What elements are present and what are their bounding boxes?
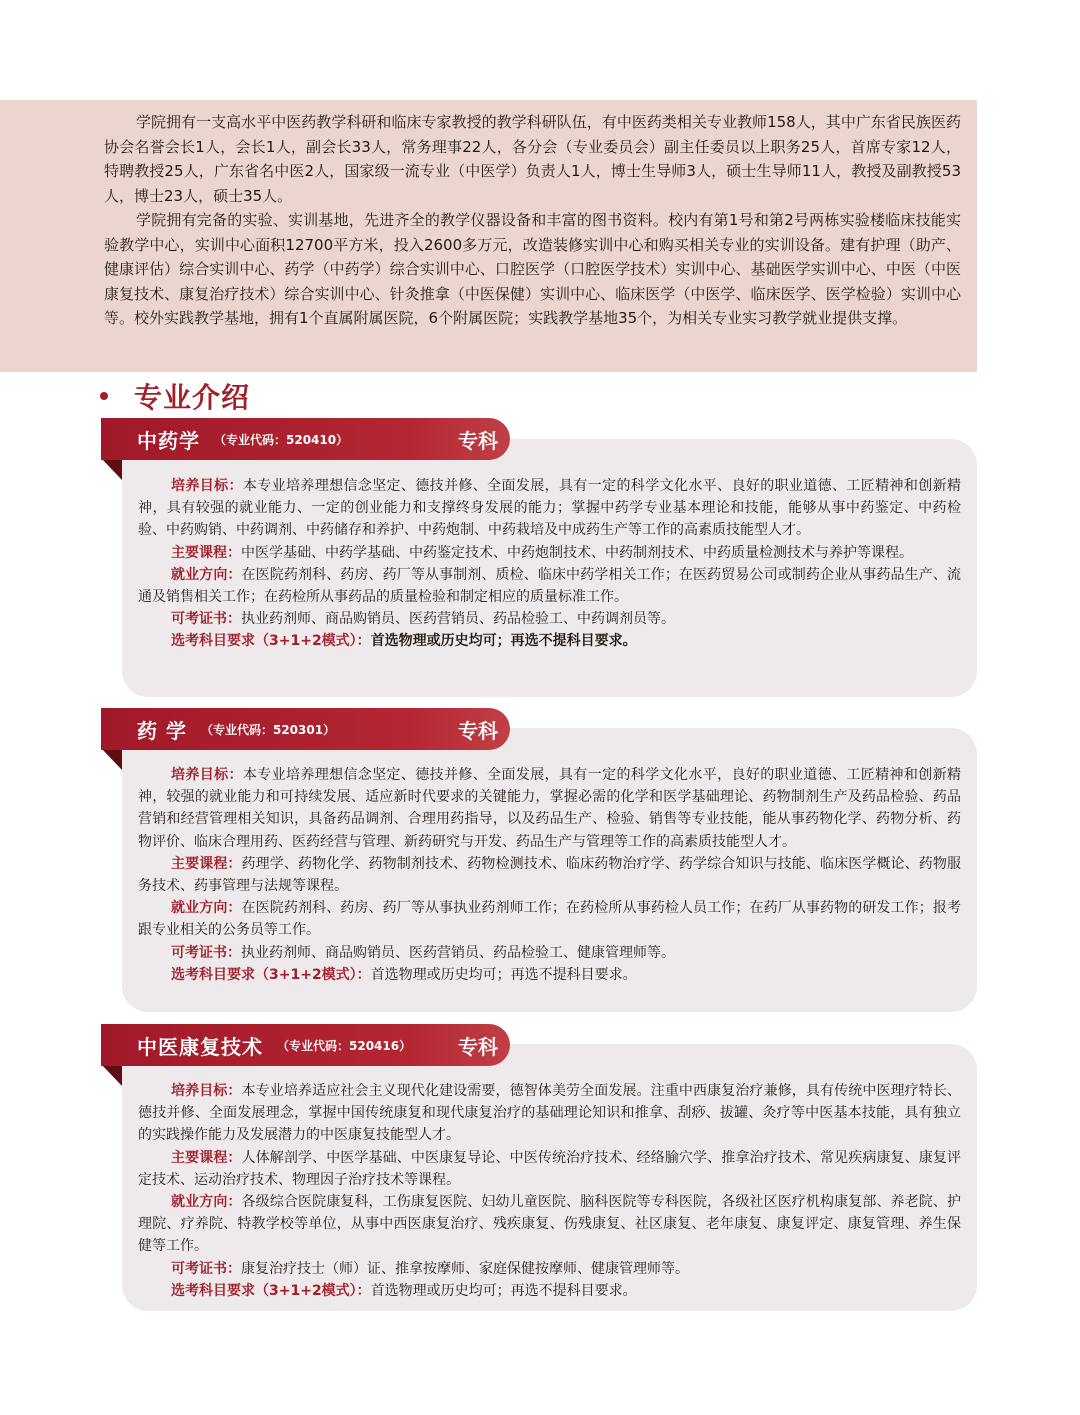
major-code: （专业代码：520301） bbox=[200, 722, 336, 737]
major-jobs: 就业方向：在医院药剂科、药房、药厂等从事执业药剂师工作；在药检所从事药检人员工作；在药厂从事药物的研发工作；报考跟专业相关的公务员等工作。 bbox=[138, 900, 961, 939]
tab-fold-shadow bbox=[101, 1064, 122, 1086]
major-name: 中医康复技术 bbox=[137, 1034, 263, 1059]
major-level: 专科 bbox=[458, 1034, 498, 1059]
major-tab-tcm-rehabilitation bbox=[101, 1024, 510, 1066]
tab-fold-shadow bbox=[101, 458, 122, 480]
section-heading bbox=[100, 378, 250, 414]
intro-paragraph-faculty: 学院拥有一支高水平中医药教学科研和临床专家教授的教学科研队伍，有中医药类相关专业教师158人，其中广东省民族医药协会名誉会长1人，会长1人，副会长33人，常务理事22人，各分会（专业委员会）副主任委员以上职务25人，首席专家12人，特聘教授25人，广东省名中医2人，国家级一流专业（中医学）负责人1人，博士生导师3人，硕士生导师11人，教授及副教授53人，博士23人，硕士35人。 bbox=[104, 113, 961, 205]
tab-fold-shadow bbox=[101, 748, 122, 770]
major-certs: 可考证书：执业药剂师、商品购销员、医药营销员、药品检验工、中药调剂员等。 bbox=[171, 611, 675, 628]
major-card-tcm-pharmacy bbox=[122, 439, 977, 697]
major-certs: 可考证书：执业药剂师、商品购销员、医药营销员、药品检验工、健康管理师等。 bbox=[171, 944, 675, 961]
major-courses: 主要课程：药理学、药物化学、药物制剂技术、药物检测技术、临床药物治疗学、药学综合知识与技能、临床医学概论、药物服务技术、药事管理与法规等课程。 bbox=[138, 855, 961, 895]
major-subjects: 选考科目要求（3+1+2模式）：首选物理或历史均可；再选不提科目要求。 bbox=[171, 633, 637, 650]
major-name: 中药学 bbox=[137, 428, 200, 453]
major-level: 专科 bbox=[458, 718, 498, 743]
major-tab-tcm-pharmacy bbox=[101, 418, 510, 460]
major-courses: 主要课程：人体解剖学、中医学基础、中医康复导论、中医传统治疗技术、经络腧穴学、推拿治疗技术、常见疾病康复、康复评定技术、运动治疗技术、物理因子治疗技术等课程。 bbox=[138, 1149, 961, 1188]
major-subjects: 选考科目要求（3+1+2模式）：首选物理或历史均可；再选不提科目要求。 bbox=[171, 1282, 637, 1299]
major-name: 药 学 bbox=[137, 718, 187, 743]
major-card-tcm-rehabilitation bbox=[122, 1044, 977, 1311]
major-courses: 主要课程：中医学基础、中药学基础、中药鉴定技术、中药炮制技术、中药制剂技术、中药质量检测技术与养护等课程。 bbox=[171, 544, 913, 561]
major-goal: 培养目标：本专业培养理想信念坚定、德技并修、全面发展，具有一定的科学文化水平，良好的职业道德、工匠精神和创新精神，较强的就业能力和可持续发展、适应新时代要求的关键能力，掌握必需的化学和医学基础理论、药物制剂生产及药品检验、药品营销和经营管理相关知识，具备药品调剂、合理用药指导，以及药品生产、检验、销售等专业技能，能从事药物化学、药物分析、药物评价、临床合理用药、医药经营与管理、新药研究与开发、药品生产与管理等工作的高素质技能型人才。 bbox=[138, 767, 962, 850]
major-goal: 培养目标：本专业培养理想信念坚定、德技并修、全面发展，具有一定的科学文化水平、良好的职业道德、工匠精神和创新精神，具有较强的就业能力、一定的创业能力和支撑终身发展的能力；掌握中药学专业基本理论和技能，能够从事中药鉴定、中药检验、中药购销、中药调剂、中药储存和养护、中药炮制、中药栽培及中成药生产等工作的高素质技能型人才。 bbox=[138, 478, 962, 539]
major-certs: 可考证书：康复治疗技士（师）证、推拿按摩师、家庭保健按摩师、健康管理师等。 bbox=[171, 1260, 689, 1277]
major-code: （专业代码：520410） bbox=[214, 432, 349, 447]
intro-paragraph-facilities: 学院拥有完备的实验、实训基地，先进齐全的教学仪器设备和丰富的图书资料。校内有第1号和第2号两栋实验楼临床技能实验教学中心，实训中心面积12700平方米，投入2600多万元，改造装修实训中心和购买相关专业的实训设备。建有护理（助产、健康评估）综合实训中心、药学（中药学）综合实训中心、口腔医学（口腔医学技术）实训中心、基础医学实训中心、中医（中医康复技术、康复治疗技术）综合实训中心、针灸推拿（中医保健）实训中心、临床医学（中医学、临床医学、医学检验）实训中心等。校外实践教学基地，拥有1个直属附属医院，6个附属医院；实践教学基地35个，为相关专业实习教学就业提供支撑。 bbox=[104, 211, 961, 327]
major-goal: 培养目标：本专业培养适应社会主义现代化建设需要，德智体美劳全面发展。注重中西康复治疗兼修，具有传统中医理疗特长、德技并修、全面发展理念，掌握中国传统康复和现代康复治疗的基础理论知识和推拿、刮痧、拔罐、灸疗等中医基本技能，具有独立的实践操作能力及发展潜力的中医康复技能型人才。 bbox=[138, 1083, 961, 1144]
bullet-dot-icon bbox=[100, 392, 108, 400]
section-title: 专业介绍 bbox=[134, 381, 251, 414]
major-code: （专业代码：520416） bbox=[277, 1038, 412, 1053]
major-level: 专科 bbox=[458, 428, 498, 453]
major-jobs: 就业方向：在医院药剂科、药房、药厂等从事制剂、质检、临床中药学相关工作；在医药贸易公司或制药企业从事药品生产、流通及销售相关工作；在药检所从事药品的质量检验和制定相应的质量标准工作。 bbox=[138, 566, 961, 606]
intro-block bbox=[0, 100, 977, 372]
major-tab-pharmacy bbox=[101, 708, 510, 750]
major-card-pharmacy bbox=[122, 728, 977, 1012]
major-subjects: 选考科目要求（3+1+2模式）：首选物理或历史均可；再选不提科目要求。 bbox=[171, 966, 637, 983]
major-jobs: 就业方向：各级综合医院康复科，工伤康复医院、妇幼儿童医院、脑科医院等专科医院，各级社区医疗机构康复部、养老院、护理院、疗养院、特教学校等单位，从事中西医康复治疗、残疾康复、伤残康复、社区康复、老年康复、康复评定、康复管理、养生保健等工作。 bbox=[138, 1194, 961, 1255]
